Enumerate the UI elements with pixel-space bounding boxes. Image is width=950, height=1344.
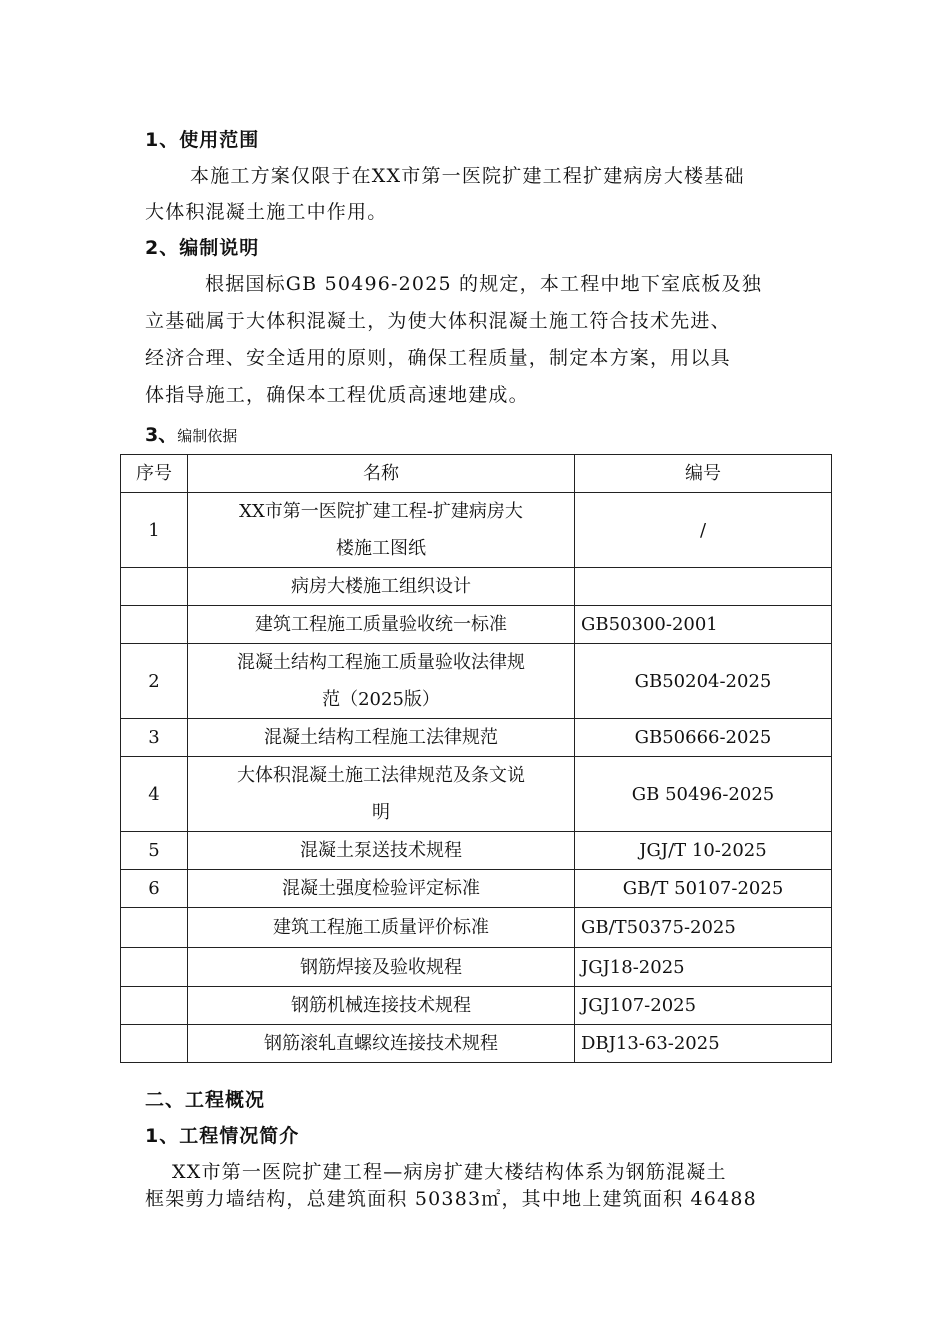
section-heading-basis bbox=[145, 420, 237, 447]
table-row bbox=[121, 606, 832, 644]
row-name: 混凝土结构工程施工法律规范 bbox=[188, 719, 575, 757]
row-name-line-1: XX市第一医院扩建工程-扩建病房大 bbox=[239, 501, 523, 522]
row-name: 建筑工程施工质量验收统一标准 bbox=[188, 606, 575, 644]
basis-heading-number: 3、 bbox=[145, 424, 178, 446]
row-no bbox=[121, 948, 188, 987]
row-code: GB50666-2025 bbox=[575, 719, 832, 757]
row-no bbox=[121, 568, 188, 606]
header-no: 序号 bbox=[121, 455, 188, 493]
table-row bbox=[121, 948, 832, 987]
sub-heading-project-intro: 1、工程情况简介 bbox=[145, 1125, 300, 1147]
table-row bbox=[121, 908, 832, 948]
row-name: 病房大楼施工组织设计 bbox=[188, 568, 575, 606]
table-row bbox=[121, 568, 832, 606]
row-code: GB50204-2025 bbox=[575, 644, 832, 719]
row-no: 3 bbox=[121, 719, 188, 757]
row-name: 混凝土泵送技术规程 bbox=[188, 832, 575, 870]
row-code: JGJ18-2025 bbox=[575, 948, 832, 987]
part-heading-project-overview: 二、工程概况 bbox=[145, 1089, 266, 1111]
table-row bbox=[121, 832, 832, 870]
header-code: 编号 bbox=[575, 455, 832, 493]
overview-text-line-2: 框架剪力墙结构，总建筑面积 50383㎡，其中地上建筑面积 46488 bbox=[145, 1188, 757, 1210]
notes-text-line-1: 根据国标GB 50496-2025 的规定，本工程中地下室底板及独 bbox=[205, 273, 763, 295]
notes-text-line-2: 立基础属于大体积混凝土，为使大体积混凝土施工符合技术先进、 bbox=[145, 310, 731, 332]
row-name: 钢筋机械连接技术规程 bbox=[188, 987, 575, 1025]
row-name-line-1: 大体积混凝土施工法律规范及条文说 bbox=[237, 765, 525, 786]
row-code: GB50300-2001 bbox=[575, 606, 832, 644]
row-no bbox=[121, 1025, 188, 1063]
row-no: 4 bbox=[121, 757, 188, 832]
row-code bbox=[575, 568, 832, 606]
row-no bbox=[121, 908, 188, 948]
row-name bbox=[188, 644, 575, 719]
notes-text-line-3: 经济合理、安全适用的原则，确保工程质量，制定本方案，用以具 bbox=[145, 347, 731, 369]
row-code: JGJ107-2025 bbox=[575, 987, 832, 1025]
scope-text-line-1: 本施工方案仅限于在XX市第一医院扩建工程扩建病房大楼基础 bbox=[190, 165, 745, 187]
row-no: 2 bbox=[121, 644, 188, 719]
table-row bbox=[121, 870, 832, 908]
table-header-row bbox=[121, 455, 832, 493]
row-code: GB 50496-2025 bbox=[575, 757, 832, 832]
row-code: DBJ13-63-2025 bbox=[575, 1025, 832, 1063]
reference-standards-table bbox=[120, 454, 832, 1063]
row-no bbox=[121, 987, 188, 1025]
table-row bbox=[121, 493, 832, 568]
table-row bbox=[121, 1025, 832, 1063]
notes-text-line-4: 体指导施工，确保本工程优质高速地建成。 bbox=[145, 384, 529, 406]
row-name-line-2: 范（2025版） bbox=[322, 689, 440, 710]
row-name-line-2: 楼施工图纸 bbox=[336, 538, 426, 559]
table-row bbox=[121, 644, 832, 719]
table-row bbox=[121, 757, 832, 832]
table-row bbox=[121, 987, 832, 1025]
section-heading-scope: 1、使用范围 bbox=[145, 129, 260, 151]
overview-text-line-1: XX市第一医院扩建工程—病房扩建大楼结构体系为钢筋混凝土 bbox=[172, 1161, 727, 1183]
row-name: 钢筋滚轧直螺纹连接技术规程 bbox=[188, 1025, 575, 1063]
row-name-line-2: 明 bbox=[372, 802, 390, 823]
row-no: 1 bbox=[121, 493, 188, 568]
row-no: 6 bbox=[121, 870, 188, 908]
row-no bbox=[121, 606, 188, 644]
row-name-line-1: 混凝土结构工程施工质量验收法律规 bbox=[237, 652, 525, 673]
row-code: JGJ/T 10-2025 bbox=[575, 832, 832, 870]
row-no: 5 bbox=[121, 832, 188, 870]
row-code: GB/T 50107-2025 bbox=[575, 870, 832, 908]
row-name bbox=[188, 493, 575, 568]
row-name: 建筑工程施工质量评价标准 bbox=[188, 908, 575, 948]
scope-text-line-2: 大体积混凝土施工中作用。 bbox=[145, 201, 388, 223]
section-heading-compilation-notes: 2、编制说明 bbox=[145, 237, 260, 259]
row-name: 钢筋焊接及验收规程 bbox=[188, 948, 575, 987]
table-row bbox=[121, 719, 832, 757]
row-code: GB/T50375-2025 bbox=[575, 908, 832, 948]
header-name: 名称 bbox=[188, 455, 575, 493]
row-code: / bbox=[575, 493, 832, 568]
basis-heading-text: 编制依据 bbox=[177, 427, 238, 445]
row-name: 混凝土强度检验评定标准 bbox=[188, 870, 575, 908]
row-name bbox=[188, 757, 575, 832]
